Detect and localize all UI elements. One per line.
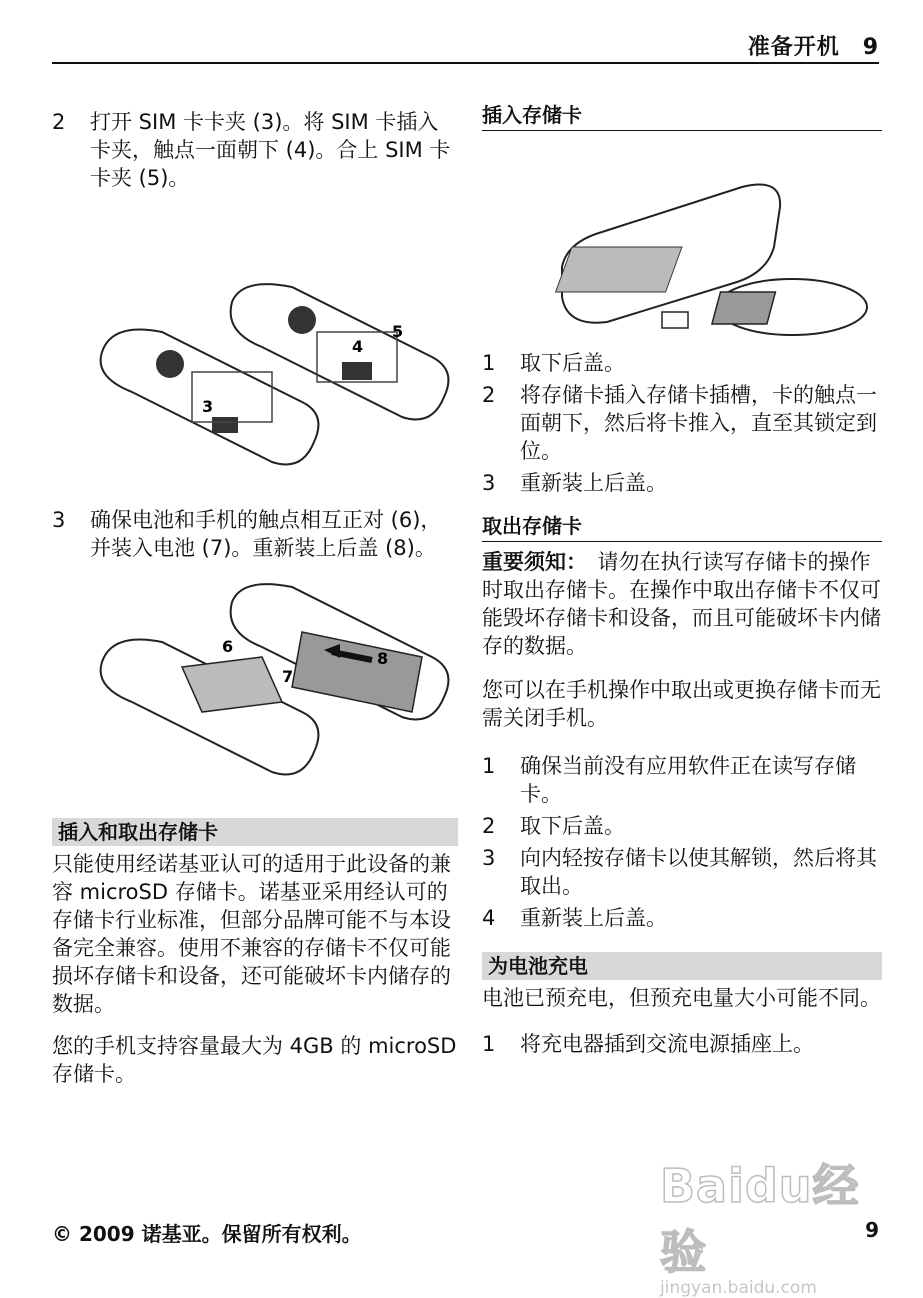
insert-steps-list <box>482 349 882 497</box>
step-number: 2 <box>52 110 66 134</box>
list-item: 2 取下后盖。 <box>482 814 625 838</box>
right-column <box>482 100 882 1058</box>
charge-heading: 为电池充电 <box>482 952 882 980</box>
remove-card-heading: 取出存储卡 <box>482 511 882 542</box>
insert-card-heading: 插入存储卡 <box>482 100 882 131</box>
left-column <box>52 108 458 1088</box>
important-text: 请勿在执行读写存储卡的操作时取出存储卡。在操作中取出存储卡不仅可能毁坏存储卡和设备，而且可能破坏卡内储存的数据。 <box>482 550 881 658</box>
page-header-title: 准备开机 9 <box>747 35 879 60</box>
list-item: 2 将存储卡插入存储卡插槽，卡的触点一面朝下，然后将卡推入，直至其锁定到位。 <box>482 383 877 463</box>
fig-label-3: 3 <box>202 397 214 416</box>
list-item: 1 取下后盖。 <box>482 351 625 375</box>
list-item: 1 将充电器插到交流电源插座上。 <box>482 1032 814 1056</box>
step-battery <box>52 506 458 562</box>
fig-label-8: 8 <box>377 649 389 668</box>
sd-compat-paragraph: 只能使用经诺基亚认可的适用于此设备的兼容 microSD 存储卡。诺基亚采用经认可的存储卡行业标准，但部分品牌可能不与本设备完全兼容。使用不兼容的存储卡不仅可能损坏存储卡和设备，还可能破坏卡内储存的数据。 <box>52 852 451 1016</box>
watermark-url: jingyan.baidu.com <box>660 1278 817 1298</box>
important-label: 重要须知： <box>482 550 577 574</box>
fig-label-7: 7 <box>282 667 294 686</box>
baidu-watermark <box>660 1150 865 1298</box>
sim-card-illustration <box>52 192 458 492</box>
list-item: 3 向内轻按存储卡以使其解锁，然后将其取出。 <box>482 846 877 898</box>
fig-label-6: 6 <box>222 637 234 656</box>
section-heading-sd: 插入和取出存储卡 <box>52 818 458 846</box>
step-text: 打开 SIM 卡卡夹 (3)。将 SIM 卡插入卡夹，触点一面朝下 (4)。合上 SIM 卡卡夹 (5)。 <box>90 110 451 190</box>
list-item: 3 重新装上后盖。 <box>482 471 667 495</box>
charge-paragraph: 电池已预充电，但预充电量大小可能不同。 <box>482 986 881 1010</box>
fig-label-4: 4 <box>352 337 364 356</box>
sd-capacity-paragraph: 您的手机支持容量最大为 4GB 的 microSD 存储卡。 <box>52 1034 457 1086</box>
battery-illustration <box>52 562 458 812</box>
header-rule <box>52 62 879 64</box>
step-sim <box>52 108 458 192</box>
step-number: 3 <box>52 508 66 532</box>
list-item: 4 重新装上后盖。 <box>482 906 667 930</box>
watermark-logo: Baidu经验 <box>660 1159 860 1279</box>
fig-label-5: 5 <box>392 322 404 341</box>
important-note <box>482 548 882 660</box>
remove-paragraph: 您可以在手机操作中取出或更换存储卡而无需关闭手机。 <box>482 678 881 730</box>
memory-card-illustration <box>482 137 882 337</box>
charge-steps-list <box>482 1030 882 1058</box>
footer-page-number: 9 <box>865 1218 879 1242</box>
step-text: 确保电池和手机的触点相互正对 (6)，并装入电池 (7)。重新装上后盖 (8)。 <box>90 508 442 560</box>
footer-copyright: © 2009 诺基亚。保留所有权利。 <box>52 1222 362 1246</box>
remove-steps-list <box>482 752 882 932</box>
list-item: 1 确保当前没有应用软件正在读写存储卡。 <box>482 754 856 806</box>
